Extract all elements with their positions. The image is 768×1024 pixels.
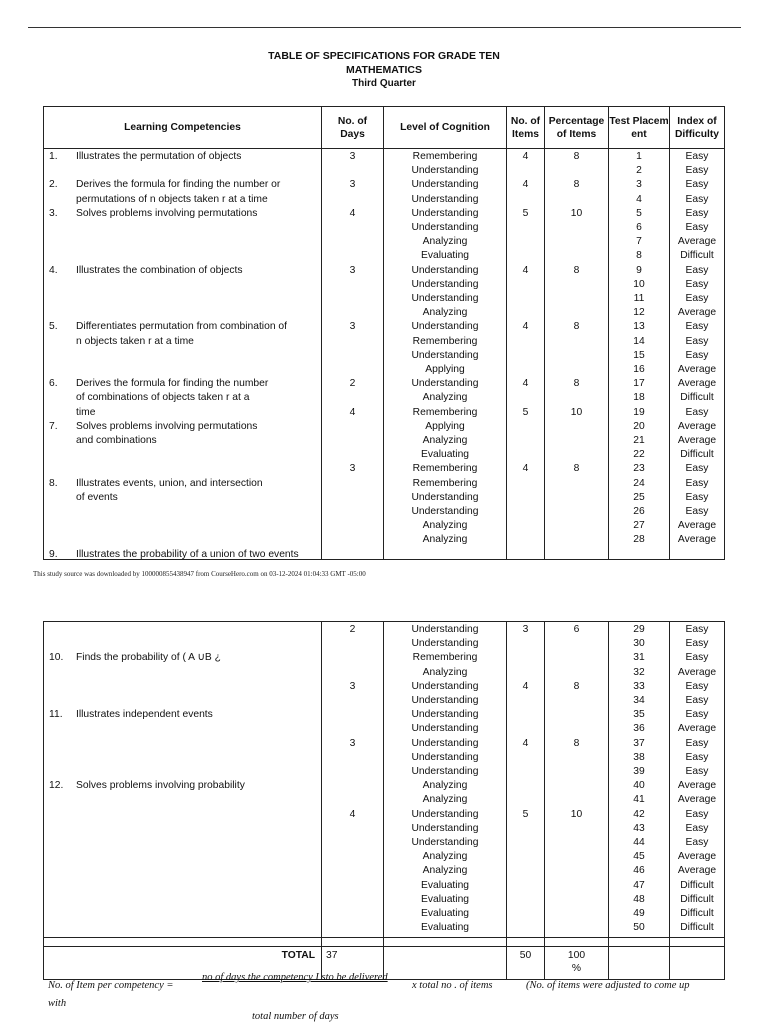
competency-number: 8.: [49, 477, 58, 489]
days-value: 3: [349, 151, 356, 162]
test-placement: 5: [636, 207, 642, 219]
cognition-level: Understanding: [411, 321, 479, 333]
test-placement: 15: [633, 349, 645, 361]
competency-text: and combinations: [76, 435, 157, 446]
difficulty-index: Difficult: [680, 893, 714, 905]
top-rule: [28, 27, 741, 28]
days-value: 4: [349, 207, 356, 219]
cognition-level: Understanding: [411, 349, 479, 361]
test-placement: 14: [633, 335, 645, 347]
document-quarter: Third Quarter: [352, 78, 416, 89]
difficulty-index: Easy: [685, 638, 709, 650]
specification-table-page1: [43, 106, 725, 560]
formula-denominator: total number of days: [252, 1011, 339, 1022]
cognition-level: Understanding: [411, 222, 479, 233]
cognition-level: Remembering: [412, 652, 478, 664]
document-title: TABLE OF SPECIFICATIONS FOR GRADE TEN: [268, 50, 500, 62]
difficulty-index: Easy: [685, 837, 709, 848]
percentage-value: 10: [570, 406, 583, 418]
cognition-level: Remembering: [412, 406, 478, 418]
difficulty-index: Average: [677, 236, 717, 248]
test-placement: 30: [633, 638, 645, 650]
test-placement: 18: [633, 392, 645, 404]
test-placement: 50: [633, 922, 645, 934]
test-placement: 39: [633, 766, 645, 777]
competency-text: n objects taken r at a time: [76, 335, 194, 347]
formula-note: (No. of items were adjusted to come up: [526, 980, 690, 991]
competency-number: 3.: [49, 207, 58, 219]
test-placement: 23: [633, 463, 645, 475]
percentage-value: 10: [570, 207, 583, 219]
percentage-value: 8: [573, 179, 580, 191]
test-placement: 4: [636, 193, 642, 205]
competency-text: Derives the formula for finding the number or: [76, 179, 281, 191]
cognition-level: Understanding: [411, 695, 479, 706]
test-placement: 34: [633, 695, 645, 706]
competency-text: of events: [76, 491, 118, 503]
formula-numerator: no of days the competency I sto be delivered: [202, 972, 388, 983]
difficulty-index: Easy: [685, 624, 709, 635]
difficulty-index: Easy: [685, 808, 709, 820]
cognition-level: Understanding: [411, 766, 479, 777]
test-placement: 22: [633, 449, 645, 461]
difficulty-index: Easy: [685, 207, 709, 219]
competency-number: 5.: [49, 321, 58, 333]
difficulty-index: Average: [677, 435, 717, 446]
percentage-value: 6: [573, 624, 580, 635]
cognition-level: Understanding: [411, 165, 479, 177]
test-placement: 7: [636, 236, 642, 248]
items-value: 4: [522, 378, 529, 390]
cognition-level: Understanding: [411, 293, 479, 304]
difficulty-index: Easy: [685, 406, 709, 418]
items-value: 4: [522, 264, 529, 276]
days-value: 3: [349, 264, 356, 276]
test-placement: 9: [636, 264, 642, 276]
cognition-level: Understanding: [411, 638, 479, 650]
cognition-level: Evaluating: [420, 250, 470, 262]
items-value: 4: [522, 321, 529, 333]
test-placement: 12: [633, 307, 645, 319]
cognition-level: Understanding: [411, 207, 479, 219]
test-placement: 28: [633, 534, 645, 546]
test-placement: 3: [636, 179, 642, 191]
competency-text: Solves problems involving probability: [76, 780, 245, 792]
items-value: 4: [522, 179, 529, 191]
difficulty-index: Average: [677, 307, 717, 319]
percentage-value: 8: [573, 264, 580, 276]
difficulty-index: Easy: [685, 751, 709, 763]
competency-number: 4.: [49, 264, 58, 276]
cognition-level: Applying: [425, 420, 465, 432]
difficulty-index: Easy: [685, 652, 709, 664]
difficulty-index: Easy: [685, 822, 709, 834]
cognition-level: Analyzing: [422, 865, 468, 877]
test-placement: 11: [633, 293, 645, 304]
header-items: No. of Items: [507, 107, 545, 149]
test-placement: 24: [633, 477, 645, 489]
percentage-value: 8: [573, 737, 580, 749]
test-placement: 19: [633, 406, 645, 418]
test-placement: 45: [633, 851, 645, 863]
test-placement: 20: [633, 420, 645, 432]
difficulty-index: Average: [677, 364, 717, 375]
cognition-level: Understanding: [411, 822, 479, 834]
difficulty-index: Easy: [685, 278, 709, 290]
difficulty-index: Average: [677, 723, 717, 735]
test-placement: 41: [633, 794, 645, 806]
difficulty-index: Difficult: [680, 449, 714, 461]
items-value: 4: [522, 151, 529, 162]
competency-text: of combinations of objects taken r at a: [76, 392, 250, 404]
difficulty-index: Average: [677, 378, 717, 390]
competency-text: time: [76, 406, 96, 418]
cognition-level: Understanding: [411, 751, 479, 763]
items-value: 3: [522, 624, 529, 635]
total-percentage: [545, 947, 609, 980]
days-value: 2: [349, 624, 356, 635]
specification-table-page2: [43, 621, 725, 980]
difficulty-index: Easy: [685, 680, 709, 692]
cognition-level: Evaluating: [420, 449, 470, 461]
header-percentage: Percentage of Items: [545, 107, 609, 149]
test-placement: 25: [633, 491, 645, 503]
total-label: TOTAL: [44, 947, 322, 980]
cognition-level: Remembering: [412, 477, 478, 489]
days-value: 4: [349, 808, 356, 820]
difficulty-index: Easy: [685, 709, 709, 721]
difficulty-index: Average: [677, 666, 717, 678]
test-placement: 48: [633, 893, 645, 905]
difficulty-index: Difficult: [680, 392, 714, 404]
test-placement: 8: [636, 250, 642, 262]
competency-text: Solves problems involving permutations: [76, 420, 258, 432]
test-placement: 38: [633, 751, 645, 763]
days-value: 3: [349, 179, 356, 191]
cognition-level: Evaluating: [420, 893, 470, 905]
cognition-level: Analyzing: [422, 780, 468, 792]
document-subject: MATHEMATICS: [345, 64, 423, 76]
competency-text: permutations of n objects taken r at a time: [76, 193, 268, 205]
header-competencies: Learning Competencies: [44, 107, 322, 149]
cognition-level: Evaluating: [420, 879, 470, 891]
source-note: This study source was downloaded by 100000855438947 from CourseHero.com on 03-12-2024 01:04:33 GMT -05:00: [33, 570, 366, 578]
difficulty-index: Easy: [685, 463, 709, 475]
percentage-value: 8: [573, 321, 580, 333]
total-days: 37: [322, 947, 384, 980]
days-value: 2: [349, 378, 356, 390]
test-placement: 33: [633, 680, 645, 692]
difficulty-index: Easy: [685, 491, 709, 503]
competency-number: 9.: [49, 548, 58, 560]
cognition-level: Understanding: [411, 193, 479, 205]
competency-number: 12.: [49, 780, 64, 792]
percentage-value: 10: [570, 808, 583, 820]
total-items: 50: [507, 947, 545, 980]
test-placement: 43: [633, 822, 645, 834]
difficulty-index: Easy: [685, 766, 709, 777]
competency-number: 11.: [49, 709, 63, 721]
cognition-level: Remembering: [412, 335, 478, 347]
cognition-level: Evaluating: [420, 908, 470, 919]
cognition-level: Understanding: [411, 378, 479, 390]
test-placement: 6: [636, 222, 642, 233]
difficulty-index: Easy: [685, 151, 709, 162]
competency-text: Solves problems involving permutations: [76, 207, 258, 219]
days-value: 3: [349, 680, 356, 692]
cognition-level: Understanding: [411, 264, 479, 276]
competency-text: Illustrates events, union, and intersection: [76, 477, 263, 489]
competency-text: Illustrates the combination of objects: [76, 264, 243, 276]
test-placement: 32: [633, 666, 645, 678]
header-difficulty: Index of Difficulty: [670, 107, 725, 149]
cognition-level: Analyzing: [422, 236, 468, 248]
difficulty-index: Average: [677, 780, 717, 792]
difficulty-index: Easy: [685, 477, 709, 489]
difficulty-index: Easy: [685, 165, 709, 177]
test-placement: 21: [633, 435, 645, 446]
formula-note-continuation: with: [48, 998, 67, 1009]
total-percentage-sign: %: [571, 963, 582, 974]
competency-text: Differentiates permutation from combination of: [76, 321, 288, 333]
difficulty-index: Average: [677, 851, 717, 863]
test-placement: 46: [633, 865, 645, 877]
test-placement: 49: [633, 908, 645, 919]
competency-number: 2.: [49, 179, 58, 191]
competency-text: Finds the probability of ( A ∪B ¿: [76, 652, 221, 664]
cognition-level: Analyzing: [422, 851, 468, 863]
difficulty-index: Easy: [685, 737, 709, 749]
difficulty-index: Easy: [685, 293, 709, 304]
table-body-row: [44, 149, 725, 560]
difficulty-index: Difficult: [680, 922, 714, 934]
difficulty-index: Easy: [685, 695, 709, 706]
cognition-level: Remembering: [412, 151, 478, 162]
test-placement: 13: [633, 321, 645, 333]
header-cognition: Level of Cognition: [384, 107, 507, 149]
difficulty-index: Average: [677, 420, 717, 432]
test-placement: 44: [633, 837, 645, 848]
items-value: 4: [522, 463, 529, 475]
cognition-level: Analyzing: [422, 435, 468, 446]
competency-number: 6.: [49, 378, 58, 390]
test-placement: 10: [633, 278, 645, 290]
difficulty-index: Easy: [685, 264, 709, 276]
test-placement: 2: [636, 165, 642, 177]
difficulty-index: Easy: [685, 335, 709, 347]
competency-text: Illustrates independent events: [76, 709, 213, 721]
cognition-level: Understanding: [411, 491, 479, 503]
competency-number: 1.: [49, 151, 58, 162]
cognition-level: Analyzing: [422, 666, 468, 678]
cognition-level: Applying: [425, 364, 465, 375]
test-placement: 27: [633, 520, 645, 532]
cognition-level: Understanding: [411, 624, 479, 635]
difficulty-index: Average: [677, 520, 717, 532]
cognition-level: Understanding: [411, 808, 479, 820]
difficulty-index: Easy: [685, 349, 709, 361]
header-days: No. of Days: [322, 107, 384, 149]
test-placement: 26: [633, 506, 645, 517]
test-placement: 1: [636, 151, 642, 162]
cognition-level: Understanding: [411, 506, 479, 517]
test-placement: 36: [633, 723, 645, 735]
cognition-level: Analyzing: [422, 392, 468, 404]
test-placement: 42: [633, 808, 645, 820]
items-value: 4: [522, 737, 529, 749]
test-placement: 37: [633, 737, 645, 749]
formula-times: x total no . of items: [412, 980, 493, 991]
days-value: 3: [349, 321, 356, 333]
cognition-level: Understanding: [411, 723, 479, 735]
cognition-level: Understanding: [411, 680, 479, 692]
test-placement: 17: [633, 378, 645, 390]
formula-label: No. of Item per competency =: [48, 980, 174, 991]
percentage-value: 8: [573, 378, 580, 390]
test-placement: 29: [633, 624, 645, 635]
days-value: 4: [349, 406, 356, 418]
cognition-level: Understanding: [411, 179, 479, 191]
test-placement: 31: [633, 652, 645, 664]
items-value: 5: [522, 207, 529, 219]
difficulty-index: Average: [677, 534, 717, 546]
difficulty-index: Easy: [685, 321, 709, 333]
items-value: 5: [522, 808, 529, 820]
items-value: 5: [522, 406, 529, 418]
cognition-level: Understanding: [411, 737, 479, 749]
difficulty-index: Average: [677, 794, 717, 806]
competency-text: Derives the formula for finding the number: [76, 378, 269, 390]
total-percentage-value: 100: [567, 950, 586, 961]
difficulty-index: Difficult: [680, 879, 714, 891]
cognition-level: Understanding: [411, 837, 479, 848]
percentage-value: 8: [573, 680, 580, 692]
competency-text: Illustrates the permutation of objects: [76, 151, 242, 162]
test-placement: 35: [633, 709, 645, 721]
test-placement: 16: [633, 364, 645, 375]
difficulty-index: Difficult: [680, 250, 714, 262]
cognition-level: Analyzing: [422, 794, 468, 806]
days-value: 3: [349, 463, 356, 475]
competency-text: Illustrates the probability of a union of two events: [76, 548, 299, 560]
cognition-level: Understanding: [411, 709, 479, 721]
difficulty-index: Easy: [685, 193, 709, 205]
difficulty-index: Easy: [685, 222, 709, 233]
cognition-level: Remembering: [412, 463, 478, 475]
percentage-value: 8: [573, 151, 580, 162]
items-value: 4: [522, 680, 529, 692]
difficulty-index: Average: [677, 865, 717, 877]
cognition-level: Evaluating: [420, 922, 470, 934]
difficulty-index: Difficult: [680, 908, 714, 919]
cognition-level: Analyzing: [422, 534, 468, 546]
header-placement: Test Placement: [609, 107, 670, 149]
competency-number: 10.: [49, 652, 64, 664]
difficulty-index: Easy: [685, 506, 709, 517]
cognition-level: Analyzing: [422, 520, 468, 532]
cognition-level: Analyzing: [422, 307, 468, 319]
days-value: 3: [349, 737, 356, 749]
cognition-level: Understanding: [411, 278, 479, 290]
spacer-row: [44, 938, 725, 947]
percentage-value: 8: [573, 463, 580, 475]
difficulty-index: Easy: [685, 179, 709, 191]
test-placement: 40: [633, 780, 645, 792]
test-placement: 47: [633, 879, 645, 891]
competency-number: 7.: [49, 420, 58, 432]
